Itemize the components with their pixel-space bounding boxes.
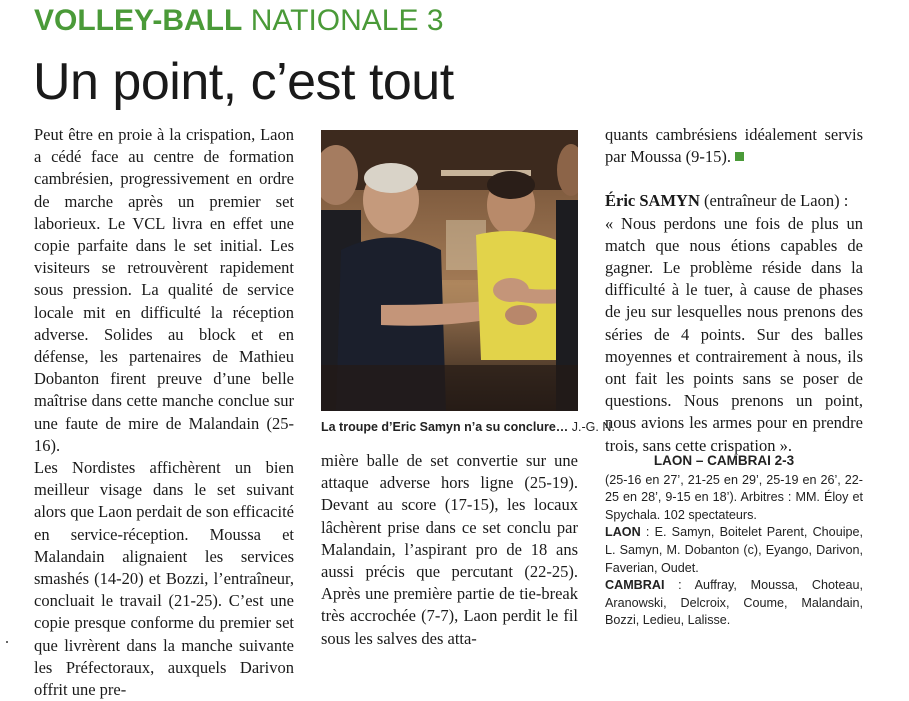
section-kicker bbox=[34, 4, 444, 38]
paragraph: Les Nordistes affichèrent un bien meilleur visage dans le set suivant alors que Laon perdait de son efficacité en service-réception. Moussa et Malandain alignaient les services smashés (14-20) et Bozzi, l’entraîneur, concluait le travail (21-25). C’est une copie presque conforme du premier set que livrèrent dans la manche suivante les Préfectoraux, auxquels Darivon offrit une pre- bbox=[34, 458, 294, 700]
paragraph: Peut être en proie à la crispation, Laon a cédé face au centre de formation cambrésien, progressivement en ordre de marche après un premier set laborieux. Le VCL livra en effet une copie parfaite dans le set initial. Les visiteurs se retrouvèrent rapidement sous pression. La qualité de service locale mit en difficulté la réception adverse. Solides au block et en défense, les partenaires de Mathieu Dobanton firent preuve d’une belle maîtrise dans cette manche conclue sur une faute de mire de Malandain (25-16). bbox=[34, 125, 294, 455]
quote-text: « Nous perdons une fois de plus un match que nous étions capables de gagner. Le problème réside dans la difficulté à le tuer, à cause de phases de jeu sur lesquelles nous prenons des séries de 4 points. Sur des balles moyennes et contrairement à nous, ils ont fait les points sans se poser de questions. Nous prenons un point, nous avions les armes pour en prendre trois, sans cette crispation ». bbox=[605, 213, 863, 455]
photo-credit: J.-G. N. bbox=[568, 420, 615, 434]
result-title: LAON – CAMBRAI 2-3 bbox=[653, 453, 795, 468]
photo-caption bbox=[321, 420, 615, 434]
match-result-box bbox=[605, 452, 863, 630]
laon-lineup bbox=[605, 524, 863, 577]
article-photo bbox=[321, 130, 578, 411]
quote-author: Éric SAMYN bbox=[605, 191, 700, 211]
paragraph bbox=[605, 124, 863, 168]
quote-paragraph bbox=[605, 190, 863, 212]
article-column-3 bbox=[605, 124, 863, 457]
article-column-1 bbox=[34, 124, 294, 701]
laon-label: LAON bbox=[605, 525, 641, 540]
cambrai-lineup bbox=[605, 577, 863, 630]
team-huddle-image bbox=[321, 130, 578, 411]
quote-role: (entraîneur de Laon) : bbox=[699, 191, 849, 211]
cambrai-players: : Auffray, Moussa, Choteau, Aranowski, Delcroix, Coume, Malandain, Bozzi, Ledieu, Lalisse. bbox=[605, 578, 863, 628]
page-dot bbox=[6, 641, 8, 643]
kicker-league: NATIONALE 3 bbox=[250, 4, 444, 37]
laon-players: : E. Samyn, Boitelet Parent, Chouipe, L. Samyn, M. Dobanton (c), Eyango, Darivon, Faverian, Oudet. bbox=[605, 525, 863, 575]
paragraph: mière balle de set convertie sur une attaque adverse hors ligne (25-19). Devant au score (17-15), les locaux lâchèrent prise dans ce set conclu par Malandain, l’aspirant pro de 18 ans aussi précis que percutant (22-25). Après une première partie de tie-break très accrochée (7-7), Laon perdit le fil sous les salves des atta- bbox=[321, 451, 578, 648]
continuation-text: quants cambrésiens idéalement servis par Moussa (9-15). bbox=[605, 125, 863, 167]
kicker-sport: VOLLEY-BALL bbox=[34, 4, 243, 37]
result-details: (25-16 en 27’, 21-25 en 29’, 25-19 en 26’, 22-25 en 28’, 9-15 en 18’). Arbitres : MM. Éloy et Spychala. 102 spectateurs. bbox=[605, 472, 863, 522]
article-headline: Un point, c’est tout bbox=[33, 53, 454, 111]
end-square-icon bbox=[735, 152, 744, 161]
article-column-2 bbox=[321, 450, 578, 650]
cambrai-label: CAMBRAI bbox=[605, 578, 665, 593]
caption-text: La troupe d’Eric Samyn n’a su conclure… bbox=[321, 420, 569, 434]
